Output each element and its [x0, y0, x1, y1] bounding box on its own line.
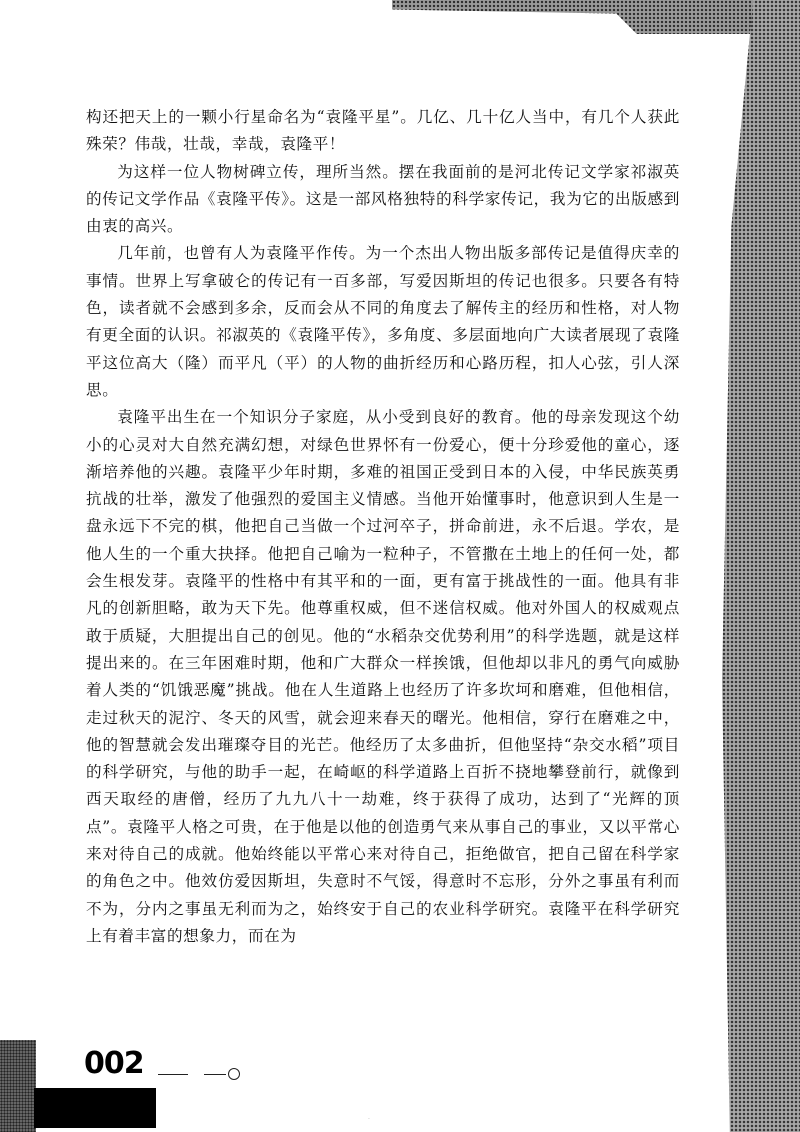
scan-edge-top: [392, 0, 800, 34]
page-footer: [0, 1040, 320, 1100]
paragraph-1: 构还把天上的一颗小行星命名为“袁隆平星”。几亿、几十亿人当中，有几个人获此殊荣？伟哉，壮哉，幸哉，袁隆平！: [86, 108, 680, 154]
footer-black-bar: [34, 1088, 156, 1128]
scan-watermark: ·: [368, 1116, 371, 1123]
footer-circle-icon: [228, 1068, 240, 1080]
page-body: [86, 104, 680, 950]
paragraph-2: 为这样一位人物树碑立传，理所当然。摆在我面前的是河北传记文学家祁淑英的传记文学作品《袁隆平传》。这是一部风格独特的科学家传记，我为它的出版感到由衷的高兴。: [86, 162, 680, 236]
scan-edge-right: [722, 0, 800, 1132]
paragraph-3: 几年前，也曾有人为袁隆平作传。为一个杰出人物出版多部传记是值得庆幸的事情。世界上写拿破仑的传记有一百多部，写爱因斯坦的传记也很多。只要各有特色，读者就不会感到多余，反而会从不同的角度去了解传主的经历和性格，对人物有更全面的认识。祁淑英的《袁隆平传》，多角度、多层面地向广大读者展现了袁隆平这位高大（隆）而平凡（平）的人物的曲折经历和心路历程，扣人心弦，引人深思。: [86, 244, 680, 399]
paragraph-4: 袁隆平出生在一个知识分子家庭，从小受到良好的教育。他的母亲发现这个幼小的心灵对大自然充满幻想，对绿色世界怀有一份爱心，便十分珍爱他的童心，逐渐培养他的兴趣。袁隆平少年时期，多难的祖国正受到日本的入侵，中华民族英勇抗战的壮举，激发了他强烈的爱国主义情感。当他开始懂事时，他意识到人生是一盘永远下不完的棋，他把自己当做一个过河卒子，拼命前进，永不后退。学农，是他人生的一个重大抉择。他把自己喻为一粒种子，不管撒在土地上的任何一处，都会生根发芽。袁隆平的性格中有其平和的一面，更有富于挑战性的一面。他具有非凡的创新胆略，敢为天下先。他尊重权威，但不迷信权威。他对外国人的权威观点敢于质疑，大胆提出自己的创见。他的“水稻杂交优势利用”的科学选题，就是这样提出来的。在三年困难时期，他和广大群众一样挨饿，但他却以非凡的勇气向威胁着人类的“饥饿恶魔”挑战。他在人生道路上也经历了许多坎坷和磨难，但他相信，走过秋天的泥泞、冬天的风雪，就会迎来春天的曙光。他相信，穿行在磨难之中，他的智慧就会发出璀璨夺目的光芒。他经历了太多曲折，但他坚持“杂交水稻”项目的科学研究，与他的助手一起，在崎岖的科学道路上百折不挠地攀登前行，就像到西天取经的唐僧，经历了九九八十一劫难，终于获得了成功，达到了“光辉的顶点”。袁隆平人格之可贵，在于他是以他的创造勇气来从事自己的事业，又以平常心来对待自己的成就。他始终能以平常心来对待自己，拒绝做官，把自己留在科学家的角色之中。他效仿爱因斯坦，失意时不气馁，得意时不忘形，分外之事虽有利而不为，分内之事虽无利而为之，始终安于自己的农业科学研究。袁隆平在科学研究上有着丰富的想象力，而在为: [86, 408, 680, 945]
page-number: 002: [84, 1046, 144, 1081]
footer-rule-gap: [188, 1074, 204, 1076]
